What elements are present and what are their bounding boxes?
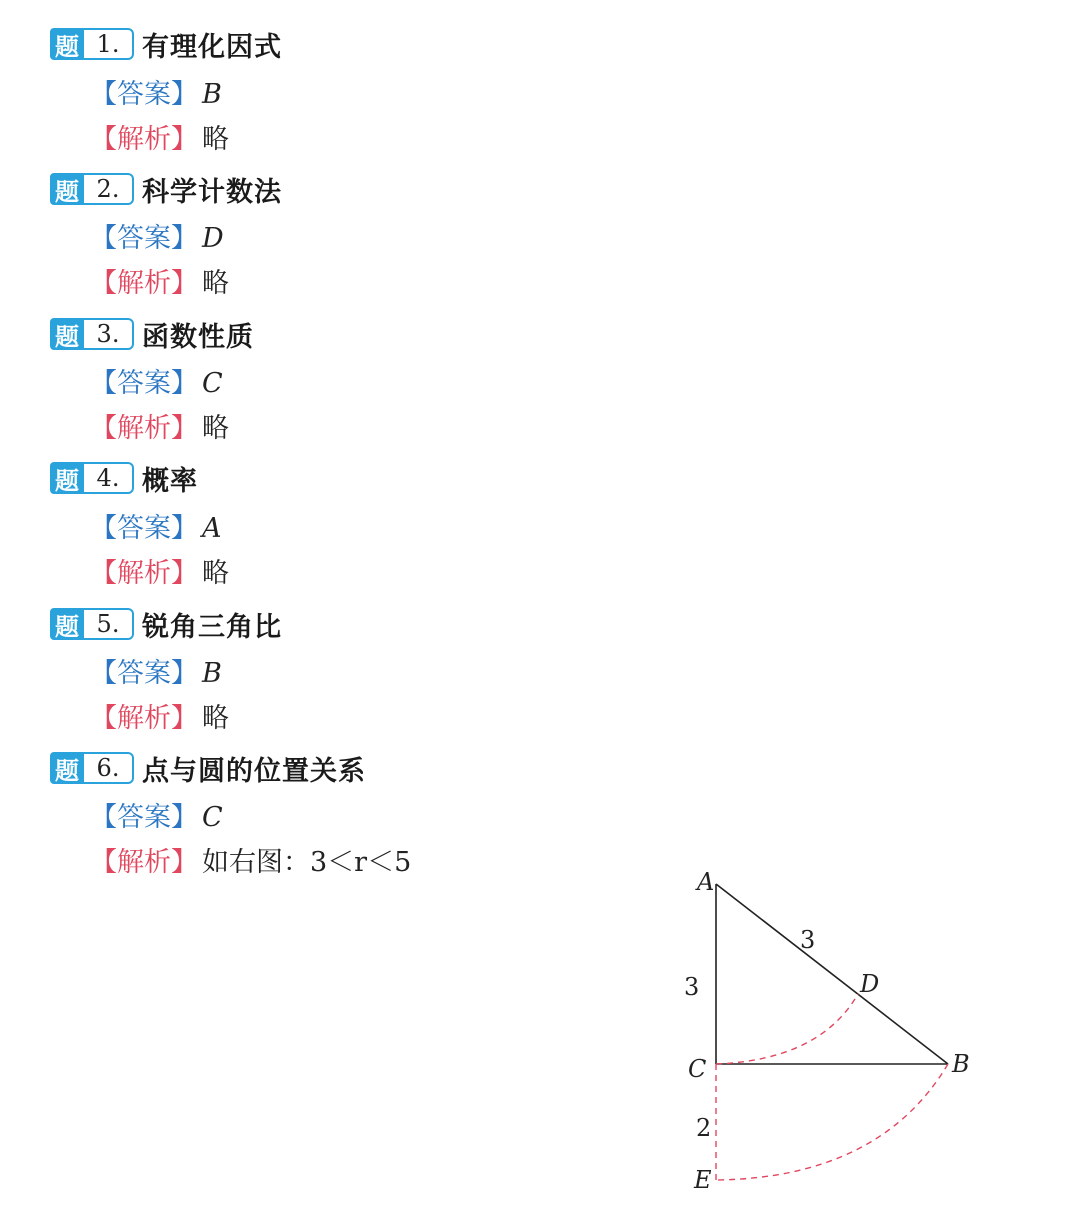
answer-value: C — [202, 368, 223, 399]
question-badge — [50, 173, 134, 205]
answer-value: D — [202, 223, 224, 254]
answer-label: 【答案】 — [90, 368, 198, 399]
answer-value: A — [202, 513, 222, 544]
question-title: 锐角三角比 — [142, 611, 282, 643]
question-tag: 题 — [50, 28, 84, 60]
answer-label: 【答案】 — [90, 223, 198, 254]
analysis-text: 略 — [202, 558, 229, 589]
analysis-line — [90, 840, 411, 876]
length-label-ce: 2 — [696, 1114, 712, 1142]
analysis-line — [90, 261, 229, 297]
question-number: 6. — [84, 752, 134, 784]
analysis-label: 【解析】 — [90, 703, 198, 734]
answer-value: B — [202, 79, 222, 110]
analysis-line — [90, 551, 229, 587]
analysis-label: 【解析】 — [90, 558, 198, 589]
question-5-header — [50, 606, 282, 642]
question-title: 科学计数法 — [142, 176, 282, 208]
point-label-d: D — [860, 970, 880, 998]
question-number: 1. — [84, 28, 134, 60]
answer-label: 【答案】 — [90, 79, 198, 110]
analysis-text: 略 — [202, 413, 229, 444]
answer-value: B — [202, 658, 222, 689]
answer-label: 【答案】 — [90, 513, 198, 544]
question-number: 4. — [84, 462, 134, 494]
question-4-header — [50, 460, 198, 496]
question-tag: 题 — [50, 318, 84, 350]
arc-be-dashed — [716, 1064, 948, 1180]
analysis-text: 略 — [202, 703, 229, 734]
answer-label: 【答案】 — [90, 658, 198, 689]
question-badge — [50, 608, 134, 640]
question-title: 概率 — [142, 465, 198, 497]
answer-line — [90, 361, 223, 397]
point-label-b: B — [952, 1050, 970, 1078]
question-1-header — [50, 26, 282, 62]
question-title: 有理化因式 — [142, 31, 282, 63]
analysis-label: 【解析】 — [90, 847, 198, 878]
question-badge — [50, 462, 134, 494]
answer-label: 【答案】 — [90, 802, 198, 833]
analysis-label: 【解析】 — [90, 124, 198, 155]
answer-value: C — [202, 802, 223, 833]
arc-cd-dashed — [716, 994, 858, 1064]
question-3-header — [50, 316, 254, 352]
question-number: 5. — [84, 608, 134, 640]
question-badge — [50, 318, 134, 350]
question-number: 3. — [84, 318, 134, 350]
geometry-figure — [670, 860, 990, 1200]
analysis-text: 略 — [202, 268, 229, 299]
answer-line — [90, 216, 224, 252]
analysis-label: 【解析】 — [90, 413, 198, 444]
analysis-line — [90, 696, 229, 732]
analysis-line — [90, 406, 229, 442]
question-tag: 题 — [50, 752, 84, 784]
analysis-text: 略 — [202, 124, 229, 155]
question-title: 点与圆的位置关系 — [142, 755, 366, 787]
answer-line — [90, 795, 223, 831]
question-title: 函数性质 — [142, 321, 254, 353]
question-badge — [50, 752, 134, 784]
question-tag: 题 — [50, 608, 84, 640]
question-tag: 题 — [50, 462, 84, 494]
point-label-a: A — [697, 868, 715, 896]
length-label-ac: 3 — [684, 973, 700, 1001]
question-6-header — [50, 750, 366, 786]
segment-ab — [716, 884, 948, 1064]
answer-line — [90, 651, 222, 687]
point-label-c: C — [688, 1055, 707, 1083]
question-2-header — [50, 171, 282, 207]
answer-line — [90, 506, 222, 542]
analysis-label: 【解析】 — [90, 268, 198, 299]
answer-line — [90, 72, 222, 108]
question-badge — [50, 28, 134, 60]
analysis-text: 如右图：3＜r＜5 — [202, 847, 412, 878]
question-number: 2. — [84, 173, 134, 205]
question-tag: 题 — [50, 173, 84, 205]
point-label-e: E — [694, 1166, 712, 1194]
analysis-line — [90, 117, 229, 153]
length-label-ad: 3 — [800, 926, 816, 954]
